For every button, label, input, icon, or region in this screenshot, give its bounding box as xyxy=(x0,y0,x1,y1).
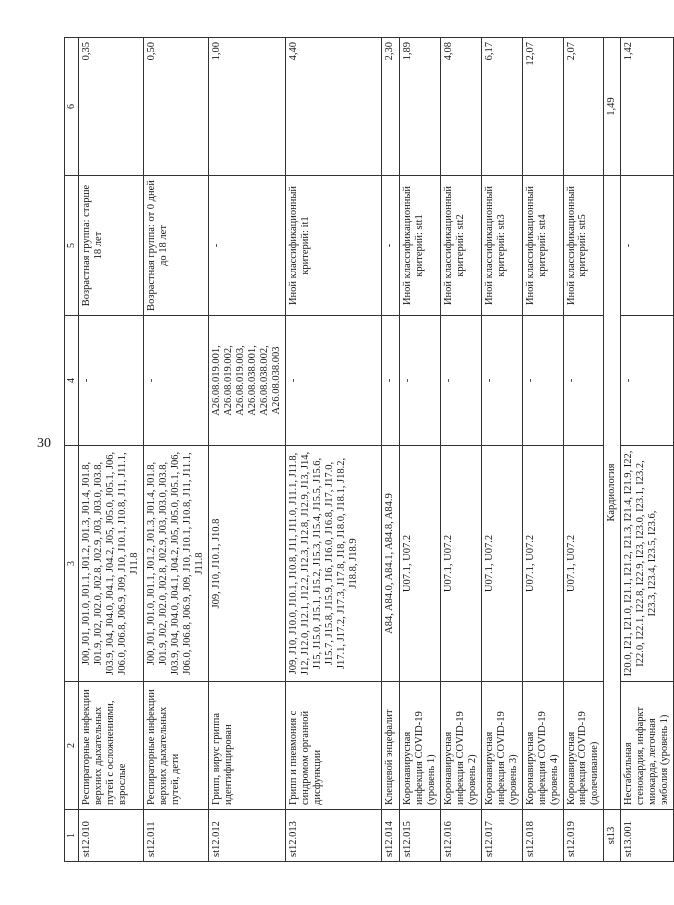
section-code: st13 xyxy=(604,810,621,862)
services-cell: - xyxy=(563,316,604,446)
section-row xyxy=(604,38,621,862)
icd-cell: J09, J10, J10.0, J10.1, J10.8, J11, J11.0, J11.1, J11.8, J12, J12.0, J12.1, J12.2, J12.3, J12.8, J12.9, J13, J14, J15, J15.0, J15.1, J15.2, J15.3, J15.4, J15.5, J15.6, J15.7, J15.8, J15.9, J16, J16.0, J16.8, J17, J17.0, J17.1, J17.2, J17.3, J17.8, J18, J18.0, J18.1, J18.2, J18.8, J18.9 xyxy=(285,446,381,682)
code-cell: st12.016 xyxy=(440,810,481,862)
icd-cell: I20.0, I21, I21.0, I21.1, I21.2, I21.3, I21.4, I21.9, I22, I22.0, I22.1, I22.8, I22.9, I23, I23.0, I23.1, I23.2, I23.3, I23.4, I23.5, I23.6, xyxy=(621,446,674,682)
coef-cell: 4,40 xyxy=(285,38,381,176)
code-cell: st12.011 xyxy=(144,810,209,862)
criteria-cell: Иной классификационный критерий: stt4 xyxy=(522,176,563,316)
criteria-cell: - xyxy=(621,176,674,316)
name-cell: Коронавирусная инфекция COVID-19 (уровень 2) xyxy=(440,682,481,810)
table-row xyxy=(79,38,144,862)
rotated-table-container xyxy=(64,38,671,862)
criteria-cell: - xyxy=(381,176,399,316)
criteria-cell: Иной классификационный критерий: stt5 xyxy=(563,176,604,316)
section-coef: 1,49 xyxy=(604,38,621,176)
coef-cell: 0,35 xyxy=(79,38,144,176)
name-cell: Коронавирусная инфекция COVID-19 (долечивание) xyxy=(563,682,604,810)
name-cell: Респираторные инфекции верхних дыхательных путей, дети xyxy=(144,682,209,810)
icd-cell: U07.1, U07.2 xyxy=(440,446,481,682)
services-cell: - xyxy=(522,316,563,446)
coef-cell: 4,08 xyxy=(440,38,481,176)
icd-cell: A84, A84.0, A84.1, A84.8, A84.9 xyxy=(381,446,399,682)
table-row xyxy=(381,38,399,862)
table-row xyxy=(621,38,674,862)
header-row xyxy=(65,38,79,862)
coef-cell: 1,89 xyxy=(399,38,440,176)
code-cell: st12.015 xyxy=(399,810,440,862)
name-cell: Грипп и пневмония с синдромом органной дисфункции xyxy=(285,682,381,810)
services-cell: - xyxy=(79,316,144,446)
code-cell: st12.010 xyxy=(79,810,144,862)
table-row xyxy=(209,38,286,862)
page-number: 30 xyxy=(37,436,51,451)
icd-cell: J00, J01, J01.0, J01.1, J01.2, J01.3, J01.4, J01.8, J01.9, J02, J02.0, J02.8, J02.9, J03, J03.0, J03.8, J03.9, J04, J04.0, J04.1, J04.2, J05, J05.0, J05.1, J06, J06.0, J06.8, J06.9, J09, J10, J10.1, J10.8, J11, J11.1, J11.8 xyxy=(79,446,144,682)
coef-cell: 1,42 xyxy=(621,38,674,176)
name-cell: Клещевой энцефалит xyxy=(381,682,399,810)
header-cell: 1 xyxy=(65,810,79,862)
name-cell: Нестабильная стенокардия, инфаркт миокарда, легочная эмболия (уровень 1) xyxy=(621,682,674,810)
ksg-table xyxy=(64,37,674,862)
services-cell: - xyxy=(621,316,674,446)
header-cell: 3 xyxy=(65,446,79,682)
icd-cell: U07.1, U07.2 xyxy=(399,446,440,682)
icd-cell: U07.1, U07.2 xyxy=(563,446,604,682)
table-row xyxy=(481,38,522,862)
header-cell: 2 xyxy=(65,682,79,810)
name-cell: Грипп, вирус гриппа идентифицирован xyxy=(209,682,286,810)
header-cell: 5 xyxy=(65,176,79,316)
services-cell: - xyxy=(481,316,522,446)
services-cell: A26.08.019.001, A26.08.019.002, A26.08.019.003, A26.08.038.001, A26.08.038.002, A26.08.038.003 xyxy=(209,316,286,446)
code-cell: st12.014 xyxy=(381,810,399,862)
criteria-cell: Возрастная группа: от 0 дней до 18 лет xyxy=(144,176,209,316)
code-cell: st12.017 xyxy=(481,810,522,862)
criteria-cell: Иной классификационный критерий: stt3 xyxy=(481,176,522,316)
icd-cell: J09, J10, J10.1, J10.8 xyxy=(209,446,286,682)
table-row xyxy=(399,38,440,862)
criteria-cell: Возрастная группа: старше 18 лет xyxy=(79,176,144,316)
coef-cell: 1,00 xyxy=(209,38,286,176)
coef-cell: 2,07 xyxy=(563,38,604,176)
table-row xyxy=(563,38,604,862)
header-cell: 6 xyxy=(65,38,79,176)
code-cell: st12.019 xyxy=(563,810,604,862)
coef-cell: 6,17 xyxy=(481,38,522,176)
section-title: Кардиология xyxy=(604,176,621,810)
icd-cell: J00, J01, J01.0, J01.1, J01.2, J01.3, J01.4, J01.8, J01.9, J02, J02.0, J02.8, J02.9, J03, J03.0, J03.8, J03.9, J04, J04.0, J04.1, J04.2, J05, J05.0, J05.1, J06, J06.0, J06.8, J06.9, J09, J10, J10.1, J10.8, J11, J11.1, J11.8 xyxy=(144,446,209,682)
table-row xyxy=(522,38,563,862)
name-cell: Респираторные инфекции верхних дыхательных путей с осложнениями, взрослые xyxy=(79,682,144,810)
header-cell: 4 xyxy=(65,316,79,446)
icd-cell: U07.1, U07.2 xyxy=(522,446,563,682)
name-cell: Коронавирусная инфекция COVID-19 (уровень 1) xyxy=(399,682,440,810)
services-cell: - xyxy=(144,316,209,446)
code-cell: st12.013 xyxy=(285,810,381,862)
criteria-cell: - xyxy=(209,176,286,316)
coef-cell: 0,50 xyxy=(144,38,209,176)
code-cell: st12.018 xyxy=(522,810,563,862)
table-row xyxy=(440,38,481,862)
services-cell: - xyxy=(399,316,440,446)
table-row xyxy=(285,38,381,862)
coef-cell: 2,30 xyxy=(381,38,399,176)
coef-cell: 12,07 xyxy=(522,38,563,176)
services-cell: - xyxy=(381,316,399,446)
code-cell: st13.001 xyxy=(621,810,674,862)
criteria-cell: Иной классификационный критерий: stt2 xyxy=(440,176,481,316)
services-cell: - xyxy=(440,316,481,446)
name-cell: Коронавирусная инфекция COVID-19 (уровень 4) xyxy=(522,682,563,810)
name-cell: Коронавирусная инфекция COVID-19 (уровень 3) xyxy=(481,682,522,810)
criteria-cell: Иной классификационный критерий: stt1 xyxy=(399,176,440,316)
criteria-cell: Иной классификационный критерий: it1 xyxy=(285,176,381,316)
code-cell: st12.012 xyxy=(209,810,286,862)
table-row xyxy=(144,38,209,862)
icd-cell: U07.1, U07.2 xyxy=(481,446,522,682)
services-cell: - xyxy=(285,316,381,446)
